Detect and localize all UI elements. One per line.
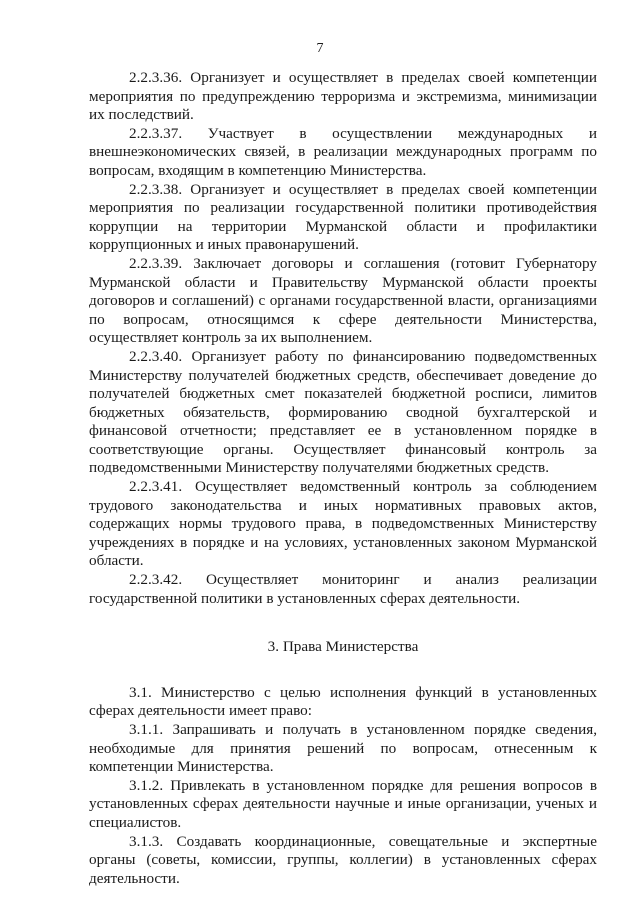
paragraph-2-2-3-39: 2.2.3.39. Заключает договоры и соглашения (готовит Губернатору Мурманской области и Правительству Мурманской области проекты договоров и соглашений) с органами государственной власти, организациями по вопросам, относящимся к сфере деятельности Министерства, осуществляет контроль за их выполнением. [89,254,597,347]
paragraph-2-2-3-40: 2.2.3.40. Организует работу по финансированию подведомственных Министерству получателей бюджетных средств, обеспечивает доведение до получателей бюджетных смет показателей бюджетной росписи, лимитов бюджетных обязательств, формированию сводной бухгалтерской и финансовой отчетности; представляет ее в установленном порядке в соответствующие органы. Осуществляет финансовый контроль за подведомственными Министерству получателями бюджетных средств. [89,347,597,477]
paragraph-2-2-3-41: 2.2.3.41. Осуществляет ведомственный контроль за соблюдением трудового законодательства и иных нормативных правовых актов, содержащих нормы трудового права, в подведомственных Министерству учреждениях в порядке и на условиях, установленных законом Мурманской области. [89,478,597,570]
document-body [89,69,597,888]
page-number: 7 [316,41,324,56]
paragraph-3-1-2: 3.1.2. Привлекать в установленном порядке для решения вопросов в установленных сферах деятельности научные и иные организации, ученых и специалистов. [89,776,597,831]
paragraph-2-2-3-42: 2.2.3.42. Осуществляет мониторинг и анализ реализации государственной политики в установленных сферах деятельности. [89,571,597,607]
paragraph-2-2-3-36: 2.2.3.36. Организует и осуществляет в пределах своей компетенции мероприятия по предупреждению терроризма и экстремизма, минимизации их последствий. [89,69,597,124]
section-title: 3. Права Министерства [267,638,419,656]
paragraph-2-2-3-37: 2.2.3.37. Участвует в осуществлении международных и внешнеэкономических связей, в реализации международных программ по вопросам, входящим в компетенцию Министерства. [89,124,597,179]
paragraph-3-1-1: 3.1.1. Запрашивать и получать в установленном порядке сведения, необходимые для принятия решений по вопросам, отнесенным к компетенции Министерства. [89,721,597,776]
paragraph-3-1-3: 3.1.3. Создавать координационные, совещательные и экспертные органы (советы, комиссии, группы, коллегии) в установленных сферах деятельности. [89,832,597,887]
paragraph-2-2-3-38: 2.2.3.38. Организует и осуществляет в пределах своей компетенции мероприятия по реализации государственной политики противодействия коррупции на территории Мурманской области и профилактики коррупционных и иных правонарушений. [89,180,597,254]
paragraph-3-1: 3.1. Министерство с целью исполнения функций в установленных сферах деятельности имеет право: [89,683,597,720]
